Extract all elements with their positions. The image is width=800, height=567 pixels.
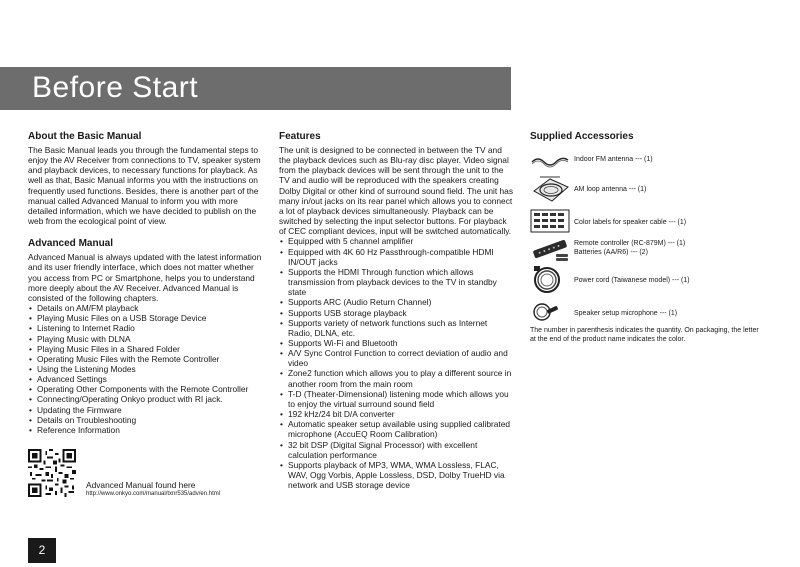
column-right (530, 131, 775, 343)
list-item: • Supports playback of MP3, WMA, WMA Lossless, FLAC, WAV, Ogg Vorbis, Apple Lossless, DSD, Dolby TrueHD via network and USB storage device (279, 460, 513, 490)
list-item: • Supports ARC (Audio Return Channel) (279, 297, 513, 307)
list-item: • Supports Wi-Fi and Bluetooth (279, 338, 513, 348)
microphone-icon (530, 299, 560, 325)
list-item: • Supports the HDMI Through function which allows transmission from playback devices to the TV in standby state (279, 267, 513, 297)
title-bar (0, 67, 511, 110)
accessory-label: Indoor FM antenna --- (1) (574, 156, 653, 163)
list-item: • Equipped with 4K 60 Hz Passthrough-compatible HDMI IN/OUT jacks (279, 247, 513, 267)
list-item: • Playing Music with DLNA (28, 334, 266, 344)
accessory-label: AM loop antenna --- (1) (574, 186, 647, 193)
accessory-label: Remote controller (RC-879M) --- (1) (574, 240, 686, 247)
accessory-am-loop (530, 173, 775, 207)
page-number: 2 (28, 538, 56, 563)
list-item: • Reference Information (28, 425, 266, 435)
features-section (279, 131, 513, 490)
list-item: • Advanced Settings (28, 374, 266, 384)
accessory-remote (530, 237, 775, 263)
list-item: • Operating Other Components with the Remote Controller (28, 384, 266, 394)
list-item: • 192 kHz/24 bit D/A converter (279, 409, 513, 419)
advanced-body: Advanced Manual is always updated with the latest information and its user friendly interface, which does not matter whether you access from PC or Smartphone, helps you to understand more deeply about the AV Receiver. Advanced Manual is consisted of the following chapters. (28, 252, 262, 303)
list-item: • Zone2 function which allows you to play a different source in another room from the main room (279, 368, 513, 388)
list-item: • Playing Music Files on a USB Storage Device (28, 313, 266, 323)
accessory-label: Color labels for speaker cable --- (1) (574, 219, 687, 226)
accessory-color-labels (530, 209, 775, 235)
fm-antenna-icon (530, 152, 570, 170)
list-item: • Using the Listening Modes (28, 364, 266, 374)
features-list (279, 236, 513, 490)
page-title: Before Start (32, 71, 199, 104)
qr-title: Advanced Manual found here (86, 480, 196, 490)
list-item: • Operating Music Files with the Remote Controller (28, 354, 266, 364)
list-item: • Connecting/Operating Onkyo product with RI jack. (28, 394, 266, 404)
am-loop-antenna-icon (530, 173, 572, 205)
accessories-heading: Supplied Accessories (530, 131, 634, 142)
list-item: • Equipped with 5 channel amplifier (279, 236, 513, 246)
about-body: The Basic Manual leads you through the fundamental steps to enjoy the AV Receiver from connections to TV, speaker system and playback devices, to necessary functions for playback. As well as that, Basic Manual informs you with the instructions on frequently used functions. Besides, there is another part of the manual called Advanced Manual to inform you with more detailed information, which we have decided to publish on the web from the ecological point of view. (28, 145, 261, 227)
accessory-label: Power cord (Taiwanese model) --- (1) (574, 277, 690, 284)
column-left (28, 131, 266, 435)
list-item: • A/V Sync Control Function to correct deviation of audio and video (279, 348, 513, 368)
list-item: • Supports variety of network functions such as Internet Radio, DLNA, etc. (279, 318, 513, 338)
qr-area (28, 449, 288, 501)
list-item: • Automatic speaker setup available using supplied calibrated microphone (AccuEQ Room Calibration) (279, 419, 513, 439)
power-cord-icon (530, 264, 566, 296)
list-item: • T-D (Theater-Dimensional) listening mode which allows you to enjoy the virtual surround sound field (279, 389, 513, 409)
advanced-section (28, 238, 266, 435)
accessory-label-secondary: Batteries (AA/R6) --- (2) (574, 249, 648, 256)
qr-code-icon[interactable] (28, 449, 76, 497)
list-item: • Supports USB storage playback (279, 308, 513, 318)
list-item: • Updating the Firmware (28, 405, 266, 415)
features-heading: Features (279, 131, 321, 142)
advanced-heading: Advanced Manual (28, 238, 114, 250)
about-section (28, 131, 266, 226)
list-item: • 32 bit DSP (Digital Signal Processor) with excellent calculation performance (279, 440, 513, 460)
advanced-list (28, 303, 266, 435)
about-heading: About the Basic Manual (28, 131, 142, 142)
accessory-microphone (530, 299, 775, 325)
accessory-fm-antenna (530, 149, 775, 173)
list-item: • Details on Troubleshooting (28, 415, 266, 425)
list-item: • Listening to Internet Radio (28, 323, 266, 333)
list-item: • Playing Music Files in a Shared Folder (28, 344, 266, 354)
accessory-label: Speaker setup microphone --- (1) (574, 310, 678, 317)
color-labels-icon (530, 209, 570, 233)
accessories-note: The number in parenthesis indicates the quantity. On packaging, the letter at the end of the product name indicates the color. (530, 327, 759, 343)
qr-url-link[interactable]: http://www.onkyo.com/manual/txnr535/adv/en.html (86, 491, 221, 497)
accessory-power-cord (530, 264, 775, 298)
remote-controller-icon (530, 237, 572, 261)
list-item: • Details on AM/FM playback (28, 303, 266, 313)
column-middle (279, 131, 513, 490)
features-body: The unit is designed to be connected in between the TV and the playback devices such as Blu-ray disc player. Video signal from the playback devices will be sent through the unit to the TV and audio will be reproduced with the speakers creating Dolby Digital or other kind of surround sound field. The unit has many in/out jacks on its rear panel which allows you to connect a lot of playback devices simultaneously. Playback can be switched by selecting the input selector buttons. For playback of CEC compliant devices, input will be switched automatically. (279, 145, 514, 237)
